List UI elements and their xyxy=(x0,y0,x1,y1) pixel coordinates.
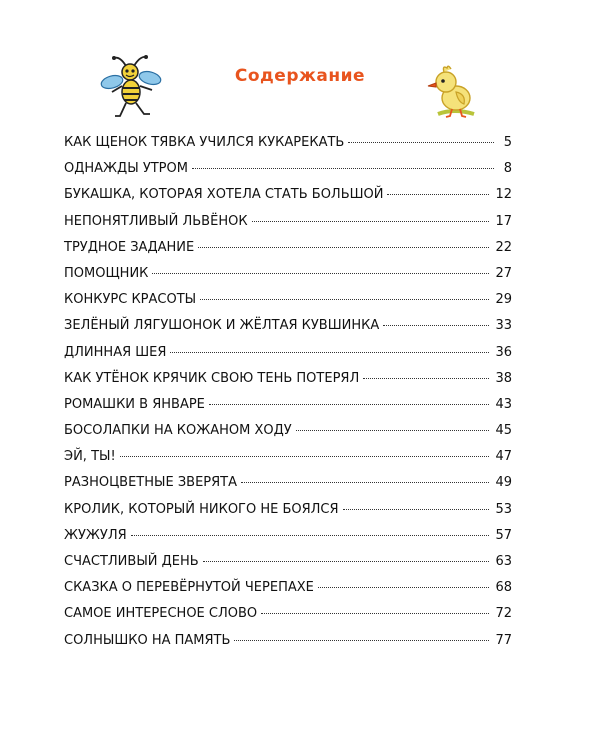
toc-entry-title: ОДНАЖДЫ УТРОМ xyxy=(64,161,188,177)
dot-leader xyxy=(120,456,490,457)
toc-entry-page: 38 xyxy=(495,370,512,386)
dot-leader xyxy=(261,613,489,614)
toc-entry[interactable] xyxy=(64,292,512,318)
toc-entry-page: 36 xyxy=(495,344,512,360)
toc-entry-title: ТРУДНОЕ ЗАДАНИЕ xyxy=(64,239,195,255)
toc-entry-page: 53 xyxy=(495,501,512,517)
toc-entry[interactable] xyxy=(64,528,512,554)
dot-leader xyxy=(363,378,489,379)
toc-entry[interactable] xyxy=(64,240,512,266)
toc-entry[interactable] xyxy=(64,214,512,240)
toc-entry-title: СЧАСТЛИВЫЙ ДЕНЬ xyxy=(64,554,199,569)
toc-entry-page: 12 xyxy=(495,187,512,203)
dot-leader xyxy=(252,221,490,222)
toc-entry[interactable] xyxy=(64,397,512,423)
toc-entry[interactable] xyxy=(64,135,512,161)
dot-leader xyxy=(387,194,489,195)
toc-entry-title: ЭЙ, ТЫ! xyxy=(64,449,116,465)
dot-leader xyxy=(241,482,489,483)
toc-entry[interactable] xyxy=(64,187,512,213)
toc-entry-page: 27 xyxy=(495,265,512,281)
toc-entry[interactable] xyxy=(64,475,512,501)
toc-entry-title: КРОЛИК, КОТОРЫЙ НИКОГО НЕ БОЯЛСЯ xyxy=(64,501,339,517)
toc-entry-page: 43 xyxy=(495,396,512,412)
toc-entry-page: 49 xyxy=(495,475,512,491)
page-title: Содержание xyxy=(234,66,366,86)
toc-entry-title: ЖУЖУЛЯ xyxy=(64,527,127,543)
toc-entry-title: КОНКУРС КРАСОТЫ xyxy=(64,292,197,308)
chick-icon xyxy=(420,62,484,122)
toc-entry-title: КАК ЩЕНОК ТЯВКА УЧИЛСЯ КУКАРЕКАТЬ xyxy=(64,135,345,150)
toc-entry-page: 8 xyxy=(503,161,512,177)
toc-entry[interactable] xyxy=(64,633,512,659)
toc-entry-page: 68 xyxy=(495,580,512,596)
toc-entry-page: 47 xyxy=(495,449,512,465)
toc-entry[interactable] xyxy=(64,502,512,528)
dot-leader xyxy=(192,168,494,169)
dot-leader xyxy=(203,561,490,562)
dot-leader xyxy=(383,325,489,326)
toc-entry[interactable] xyxy=(64,161,512,187)
toc-entry[interactable] xyxy=(64,449,512,475)
toc-entry-title: КАК УТЁНОК КРЯЧИК СВОЮ ТЕНЬ ПОТЕРЯЛ xyxy=(64,370,360,386)
toc-entry-title: БУКАШКА, КОТОРАЯ ХОТЕЛА СТАТЬ БОЛЬШОЙ xyxy=(64,187,384,203)
toc-entry-page: 57 xyxy=(495,527,512,543)
dot-leader xyxy=(343,509,490,510)
toc-entry[interactable] xyxy=(64,554,512,580)
dot-leader xyxy=(200,299,489,300)
dot-leader xyxy=(318,587,490,588)
dot-leader xyxy=(170,352,489,353)
dot-leader xyxy=(152,273,489,274)
toc-entry-page: 72 xyxy=(495,606,512,622)
toc-entry[interactable] xyxy=(64,318,512,344)
dot-leader xyxy=(296,430,490,431)
toc-entry-page: 29 xyxy=(495,292,512,308)
toc-entry-title: ПОМОЩНИК xyxy=(64,265,149,281)
dot-leader xyxy=(198,247,489,248)
toc-entry-page: 33 xyxy=(495,318,512,334)
toc-entry[interactable] xyxy=(64,606,512,632)
toc-entry-title: СОЛНЫШКО НА ПАМЯТЬ xyxy=(64,632,231,648)
toc-entry-title: ДЛИННАЯ ШЕЯ xyxy=(64,344,167,360)
toc-entry-title: ЗЕЛЁНЫЙ ЛЯГУШОНОК И ЖЁЛТАЯ КУВШИНКА xyxy=(64,318,380,334)
dot-leader xyxy=(131,535,490,536)
dot-leader xyxy=(234,640,489,641)
bee-icon xyxy=(100,52,164,122)
toc-entry[interactable] xyxy=(64,266,512,292)
dot-leader xyxy=(209,404,490,405)
toc-entry-title: НЕПОНЯТЛИВЫЙ ЛЬВЁНОК xyxy=(64,213,248,229)
toc-entry-title: САМОЕ ИНТЕРЕСНОЕ СЛОВО xyxy=(64,606,258,622)
toc-entry[interactable] xyxy=(64,580,512,606)
toc-entry-page: 77 xyxy=(495,632,512,648)
toc-entry-page: 63 xyxy=(495,554,512,569)
toc-entry[interactable] xyxy=(64,423,512,449)
toc-entry-page: 45 xyxy=(495,423,512,439)
toc-entry-title: СКАЗКА О ПЕРЕВЁРНУТОЙ ЧЕРЕПАХЕ xyxy=(64,580,314,596)
toc-entry-page: 17 xyxy=(495,213,512,229)
contents-header xyxy=(0,52,600,122)
dot-leader xyxy=(348,142,494,143)
toc-entry-page: 5 xyxy=(503,135,512,150)
toc-entry[interactable] xyxy=(64,371,512,397)
toc-entry-page: 22 xyxy=(495,239,512,255)
table-of-contents xyxy=(64,135,512,659)
toc-entry-title: РОМАШКИ В ЯНВАРЕ xyxy=(64,396,205,412)
toc-entry[interactable] xyxy=(64,345,512,371)
toc-entry-title: РАЗНОЦВЕТНЫЕ ЗВЕРЯТА xyxy=(64,475,238,491)
toc-entry-title: БОСОЛАПКИ НА КОЖАНОМ ХОДУ xyxy=(64,423,292,439)
